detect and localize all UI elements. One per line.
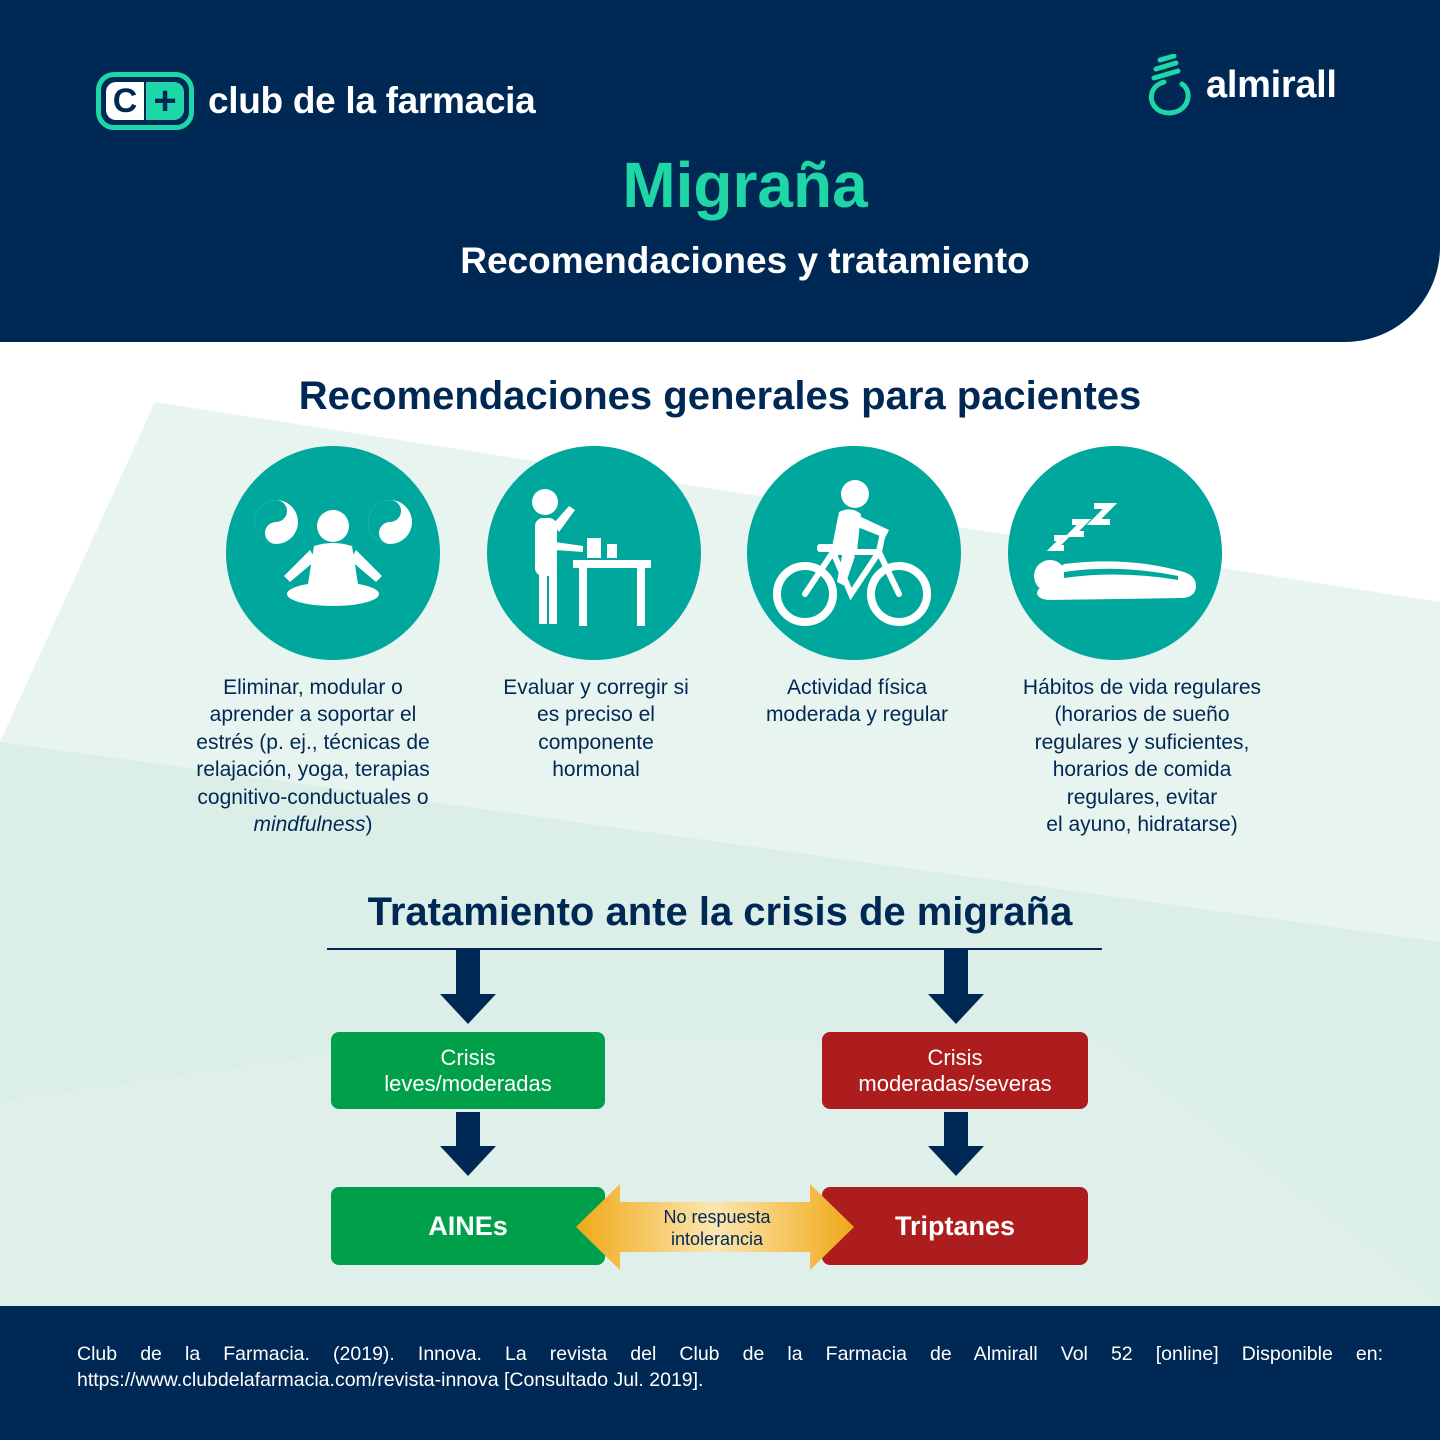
header-banner bbox=[0, 0, 1440, 342]
club-logo-name: club de la farmacia bbox=[208, 80, 536, 121]
almirall-logo-name: almirall bbox=[1206, 63, 1337, 106]
page-title: Migraña bbox=[622, 149, 868, 221]
recommendation-text-habits: Hábitos de vida regulares (horarios de sueño regulares y suficientes, horarios de comida regulares, evitar el ayuno, hidratarse) bbox=[1022, 676, 1262, 837]
sleeping-icon bbox=[1008, 446, 1222, 660]
recommendation-circle-activity bbox=[747, 446, 961, 660]
cyclist-icon bbox=[747, 446, 961, 660]
recommendation-text-stress: Eliminar, modular o aprender a soportar el estrés (p. ej., técnicas de relajación, yoga, terapias cognitivo-conductuales o mindfulness) bbox=[196, 676, 430, 837]
recommendation-circle-hormonal bbox=[487, 446, 701, 660]
recommendation-circle-habits bbox=[1008, 446, 1222, 660]
page-subtitle: Recomendaciones y tratamiento bbox=[460, 240, 1030, 281]
club-logo-mark-icon: C + bbox=[96, 72, 194, 130]
recommendation-text-activity: Actividad física moderada y regular bbox=[765, 676, 949, 727]
severe-crisis-box: Crisis moderadas/severas bbox=[822, 1032, 1088, 1109]
meditation-icon bbox=[226, 446, 440, 660]
medication-intake-icon bbox=[487, 446, 701, 660]
switch-label: No respuesta intolerancia bbox=[663, 1207, 771, 1249]
almirall-leaf-icon bbox=[1146, 54, 1198, 116]
arrow-down-to-mild bbox=[440, 950, 496, 1024]
triptanes-box: Triptanes bbox=[822, 1187, 1088, 1265]
arrow-down-to-aines bbox=[440, 1112, 496, 1176]
arrow-down-to-triptanes bbox=[928, 1112, 984, 1176]
treatment-heading: Tratamiento ante la crisis de migraña bbox=[367, 890, 1073, 934]
aines-box: AINEs bbox=[331, 1187, 605, 1265]
recommendation-circle-stress bbox=[226, 446, 440, 660]
recommendation-text-hormonal: Evaluar y corregir si es preciso el componente hormonal bbox=[503, 676, 689, 782]
arrow-down-to-severe bbox=[928, 950, 984, 1024]
club-de-la-farmacia-logo[interactable] bbox=[96, 72, 535, 130]
almirall-logo[interactable] bbox=[1146, 54, 1337, 116]
recommendations-heading: Recomendaciones generales para pacientes bbox=[298, 374, 1142, 418]
mild-crisis-box: Crisis leves/moderadas bbox=[331, 1032, 605, 1109]
footer-citation: Club de la Farmacia. (2019). Innova. La revista del Club de la Farmacia de Almirall Vol 52 [online] Disponible en: https://www.clubdelafarmacia.com/revista-innova [Consultado Jul. 2019]. bbox=[77, 1343, 1383, 1391]
